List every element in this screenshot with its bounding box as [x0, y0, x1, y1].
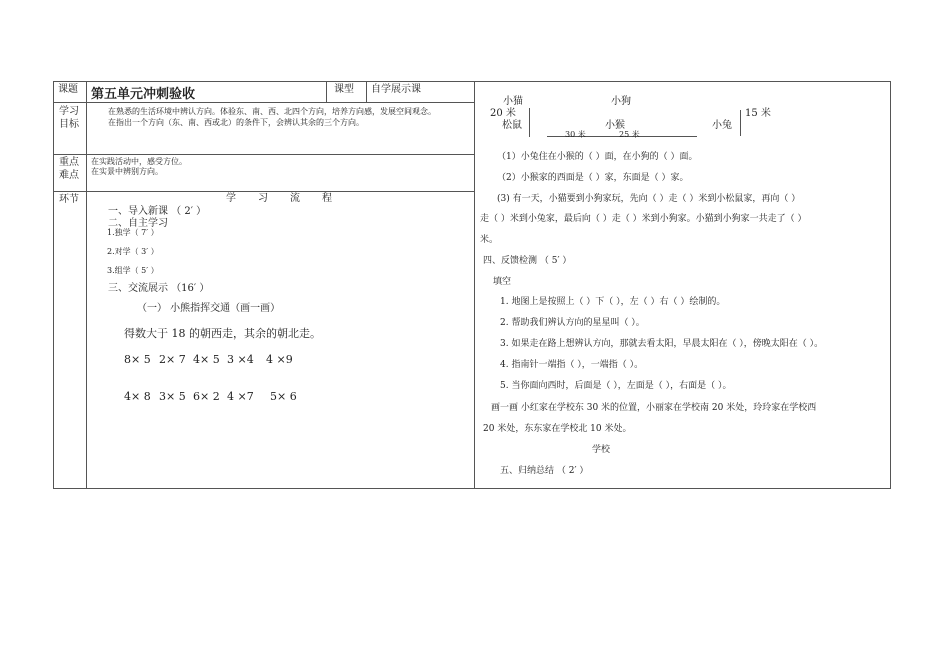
goal-line-1: 在熟悉的生活环境中辨认方向。体验东、南、西、北四个方向，培养方向感，发展空间观念。: [108, 107, 436, 116]
fill-blank-item: 4. 指南针一端指（ ），一端指（ ）。: [500, 360, 644, 370]
expression: 4× 5: [193, 353, 220, 366]
table-left-border: [53, 81, 54, 489]
key-point-line-2: 在实景中辨别方向。: [91, 167, 163, 176]
map-label-rabbit: 小兔: [712, 120, 732, 131]
table-right-border: [890, 81, 891, 489]
lesson-type: 自学展示课: [371, 84, 421, 95]
step-presentation: 三、交流展示 （16′ ）: [108, 283, 210, 294]
fill-blank-item: 2. 帮助我们辨认方向的星星叫（ ）。: [500, 318, 645, 328]
goals-label-line2: 目标: [59, 119, 79, 130]
question-line: (3) 有一天，小猫要到小狗家玩，先向（ ）走（ ）米到小松鼠家，再向（ ）: [497, 194, 801, 204]
expression: 3× 5: [159, 390, 186, 403]
step-self-study: 二、自主学习: [108, 218, 168, 229]
drawing-task-line1: 画一画 小红家在学校东 30 米的位置，小丽家在学校南 20 米处，玲玲家在学校西: [491, 403, 817, 413]
expression: 3 ×4: [227, 353, 254, 366]
type-cell-divider-right: [366, 81, 367, 102]
lesson-type-label: 课型: [334, 84, 354, 95]
expression: 6× 2: [193, 390, 220, 403]
map-label-cat: 小猫: [503, 96, 523, 107]
activity-rule: 得数大于 18 的朝西走，其余的朝北走。: [124, 327, 321, 340]
key-points-label-line1: 重点: [59, 157, 79, 168]
row-divider-2: [53, 154, 474, 155]
step-group-study: 3.组学（ 5′ ）: [107, 266, 159, 275]
question-line: 米。: [480, 235, 499, 245]
map-distance-dog: 15 米: [745, 108, 771, 119]
summary-heading: 五、归纳总结 （ 2′ ）: [500, 466, 589, 476]
step-pair-study: 2.对学（ 3′ ）: [107, 247, 159, 256]
label-column-divider: [86, 81, 87, 489]
process-heading: 学习流程: [226, 193, 354, 204]
process-label: 环节: [59, 194, 79, 205]
expression: 2× 7: [159, 353, 186, 366]
question-line: （2）小猴家的西面是（ ）家，东面是（ ）家。: [497, 173, 689, 183]
fill-blank-item: 3. 如果走在路上想辨认方向，那就去看太阳，早晨太阳在（ ），傍晚太阳在（ ）。: [500, 339, 824, 349]
topic-label: 课题: [58, 84, 78, 95]
map-distance-cat: 20 米: [490, 108, 516, 119]
question-line: （1）小兔住在小猴的（ ）面，在小狗的（ ）面。: [497, 152, 698, 162]
expression: 4 ×9: [266, 353, 293, 366]
activity-title: （一） 小熊指挥交通（画一画）: [137, 303, 281, 314]
key-points-label-line2: 难点: [59, 170, 79, 181]
school-label: 学校: [592, 445, 611, 455]
row-divider-3: [53, 191, 474, 192]
key-point-line-1: 在实践活动中，感受方位。: [91, 157, 187, 166]
middle-column-divider: [474, 81, 475, 489]
goals-label-line1: 学习: [59, 106, 79, 117]
map-label-dog: 小狗: [611, 96, 631, 107]
step-solo-study: 1.独学（ 7′ ）: [107, 228, 159, 237]
expression: 5× 6: [270, 390, 297, 403]
table-bottom-border: [53, 488, 891, 489]
map-distance-squirrel-monkey: 30 米: [565, 130, 586, 139]
map-path-dog-rabbit: [740, 110, 741, 136]
map-path-cat-squirrel: [529, 108, 530, 137]
type-cell-divider-left: [326, 81, 327, 102]
map-label-squirrel: 松鼠: [502, 120, 522, 131]
row-divider-1: [53, 102, 474, 103]
expression: 8× 5: [124, 353, 151, 366]
expression: 4 ×7: [227, 390, 254, 403]
step-intro: 一、导入新课 （ 2′ ）: [108, 206, 207, 217]
fill-blank-label: 填空: [493, 277, 512, 287]
map-distance-monkey-rabbit: 25 米: [619, 130, 640, 139]
drawing-task-line2: 20 米处，东东家在学校北 10 米处。: [483, 424, 632, 434]
goal-line-2: 在指出一个方向（东、南、西或北）的条件下，会辨认其余的三个方向。: [108, 118, 364, 127]
question-line: 走（ ）米到小兔家，最后向（ ）走（ ）米到小狗家。小猫到小狗家一共走了（ ）: [480, 214, 807, 224]
lesson-title: 第五单元冲刺验收: [91, 87, 196, 102]
fill-blank-item: 1. 地图上是按照上（ ）下（ ），左（ ）右（ ）绘制的。: [500, 297, 726, 307]
expression: 4× 8: [124, 390, 151, 403]
table-top-border: [53, 81, 891, 82]
feedback-heading: 四、反馈检测 （ 5′ ）: [483, 256, 572, 266]
fill-blank-item: 5. 当你面向西时，后面是（ ），左面是（ ），右面是（ ）。: [500, 381, 732, 391]
map-label-monkey: 小猴: [605, 120, 625, 131]
